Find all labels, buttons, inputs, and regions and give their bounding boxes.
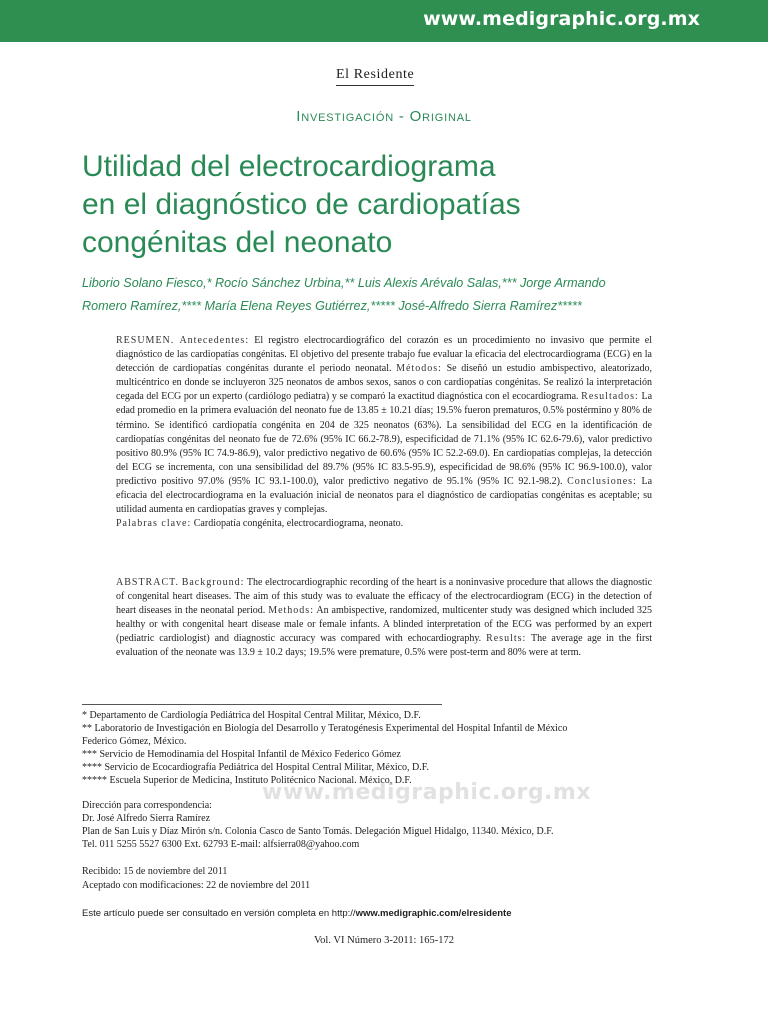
- volume-info: Vol. VI Número 3-2011: 165-172: [313, 935, 455, 946]
- methods-label: Methods:: [268, 605, 314, 617]
- metodos-label: Métodos:: [396, 363, 442, 375]
- section-heading: Investigación - Original: [296, 108, 472, 125]
- correspondence-line: Dr. José Alfredo Sierra Ramírez: [82, 813, 211, 824]
- resultados-label: Resultados:: [581, 391, 639, 403]
- footnote: ***** Escuela Superior de Medicina, Instituto Politécnico Nacional. México, D.F.: [82, 775, 412, 786]
- journal-name: El Residente: [336, 67, 414, 86]
- abstract-heading: ABSTRACT.: [116, 577, 179, 588]
- results-label: Results:: [486, 633, 527, 645]
- consult-link[interactable]: www.medigraphic.com/elresidente: [355, 908, 512, 919]
- keywords-label: Palabras clave:: [116, 518, 192, 530]
- footnote: **** Servicio de Ecocardiografía Pediátrica del Hospital Central Militar, México, D.F.: [82, 762, 430, 773]
- footnote: *** Servicio de Hemodinamia del Hospital Infantil de México Federico Gómez: [82, 749, 401, 760]
- title-line: congénitas del neonato: [82, 226, 393, 259]
- abstract-block: [116, 576, 652, 661]
- conclusiones-label: Conclusiones:: [567, 475, 637, 487]
- article-title: [82, 148, 722, 262]
- correspondence-line: Dirección para correspondencia:: [82, 800, 212, 811]
- resumen-heading: RESUMEN.: [116, 335, 175, 346]
- received-dates: [82, 865, 310, 893]
- background-text: The electrocardiographic recording of the heart is a noninvasive procedure that allows the diagnostic of congenital heart diseases. The aim of this study was to evaluate the efficacy of the electrocardiogram (ECG) in the detection of heart diseases in the neonatal period.: [116, 577, 653, 617]
- banner-url[interactable]: www.medigraphic.org.mx: [423, 8, 700, 30]
- author-list: [82, 272, 692, 318]
- antecedentes-text: El registro electrocardiográfico del corazón es un procedimiento no invasivo que permite el diagnóstico de las cardiopatías congénitas. El objetivo del presente trabajo fue evaluar la eficacia del electrocardiograma (ECG) en la detección de cardiopatías congénitas durante el periodo neonatal.: [116, 335, 653, 375]
- footnote-divider: [82, 704, 442, 705]
- consult-prefix: Este artículo puede ser consultado en versión completa en http://: [82, 908, 356, 919]
- resultados-text: La edad promedio en la primera evaluación del neonato fue de 13.85 ± 10.21 días; 19.5% fueron prematuros, 0.5% postérmino y 80% de término. Se identificó cardiopatía congénita en 204 de 325 neonatos (63%). La sensibilidad del ECG en la identificación de cardiopatías congénitas del neonato fue de 72.6% (95% IC 66.2-78.9), especificidad de 71.1% (95% IC 62.6-79.6), valor predictivo positivo 80.9% (95% IC 74.9-86.9), valor predictivo negativo de 60.6% (95% IC 52.2-69.0). En cardiopatías complejas, la detección del ECG se incrementa, con una sensibilidad del 89.7% (95% IC 83.5-95.9), especificidad de 98.6% (95% IC 96.9-100.0), valor predictivo positivo 97.0% (95% IC 93.1-100.0), valor predictivo negativo de 95.1% (95% IC 92.1-98.2).: [116, 391, 653, 487]
- date-line: Recibido: 15 de noviembre del 2011: [82, 866, 228, 877]
- author-line: Liborio Solano Fiesco,* Rocío Sánchez Urbina,** Luis Alexis Arévalo Salas,*** Jorge Armando: [82, 276, 606, 290]
- footnote: ** Laboratorio de Investigación en Biología del Desarrollo y Teratogénesis Experimental del Hospital Infantil de México: [82, 723, 568, 734]
- conclusiones-text: La eficacia del electrocardiograma en la evaluación inicial de neonatos para el diagnóstico de cardiopatías congénitas es aceptable; su utilidad aumenta en cardiopatías graves y complejas.: [116, 475, 653, 516]
- results-text: The average age in the first evaluation of the neonate was 13.9 ± 10.2 days; 19.5% were premature, 0.5% were post-term and 80% were at term.: [116, 633, 652, 659]
- metodos-text: Se diseñó un estudio ambispectivo, aleatorizado, multicéntrico en donde se incluyeron 325 neonatos de ambos sexos, sanos o con cardiopatías congénitas. Se realizó la interpretación cegada del ECG por un experto (cardiólogo pediatra) y se comparó la exactitud diagnóstica con el ecocardiograma.: [116, 363, 652, 403]
- title-line: en el diagnóstico de cardiopatías: [82, 188, 521, 221]
- correspondence-line: Plan de San Luis y Díaz Mirón s/n. Colonia Casco de Santo Tomás. Delegación Miguel Hidalgo, 11340. México, D.F.: [82, 826, 554, 837]
- keywords-text: Cardiopatía congénita, electrocardiograma, neonato.: [193, 518, 404, 530]
- affiliation-footnotes: [82, 709, 702, 787]
- antecedentes-label: Antecedentes:: [179, 335, 250, 346]
- date-line: Aceptado con modificaciones: 22 de noviembre del 2011: [82, 880, 311, 891]
- keywords: [116, 517, 652, 531]
- consult-note: [82, 908, 511, 919]
- watermark: www.medigraphic.org.mx: [262, 780, 592, 805]
- resumen-block: [116, 334, 652, 531]
- correspondence-line: Tel. 011 5255 5527 6300 Ext. 62793 E-mail: alfsierra08@yahoo.com: [82, 839, 360, 850]
- footnote: Federico Gómez, México.: [82, 736, 187, 747]
- background-label: Background:: [181, 577, 245, 588]
- site-banner: [0, 0, 768, 42]
- methods-text: An ambispective, randomized, multicenter study was designed which included 325 healthy or with congenital heart disease male or female infants. A blinded interpretation of the ECG was performed by an expert (pediatric cardiologist) and diagnostic accuracy was compared with echocardiography.: [116, 605, 652, 645]
- author-line: Romero Ramírez,**** María Elena Reyes Gutiérrez,***** José-Alfredo Sierra Ramírez*****: [82, 299, 582, 313]
- title-line: Utilidad del electrocardiograma: [82, 150, 496, 183]
- footnote: * Departamento de Cardiología Pediátrica del Hospital Central Militar, México, D.F.: [82, 710, 421, 721]
- correspondence: [82, 799, 702, 851]
